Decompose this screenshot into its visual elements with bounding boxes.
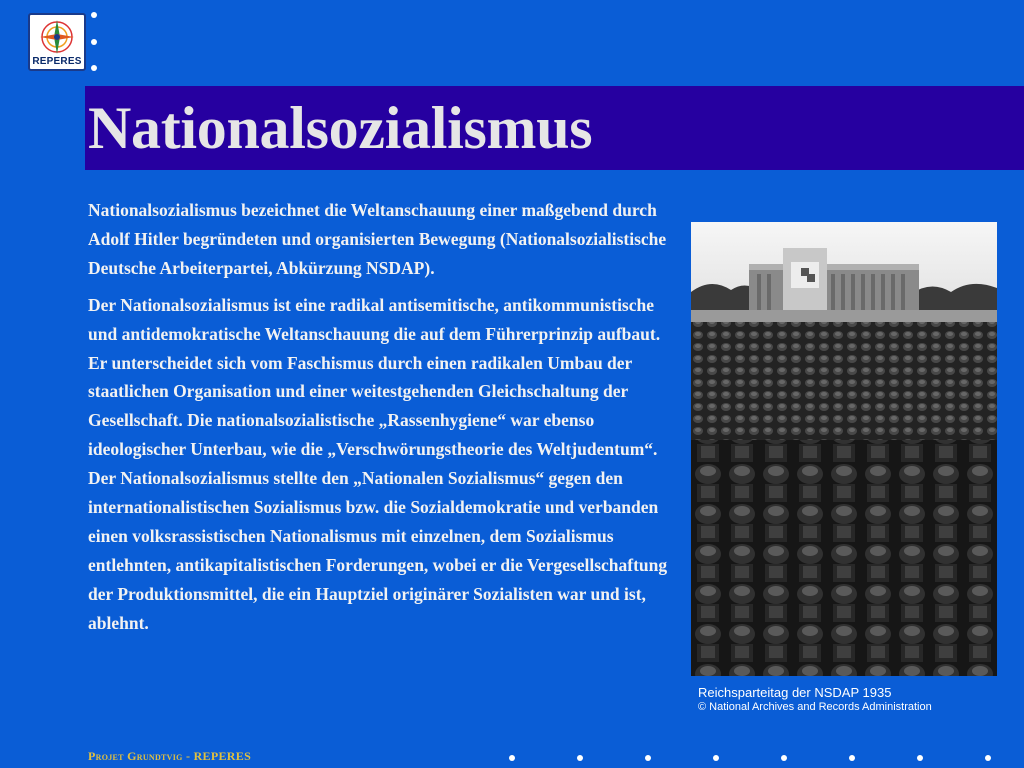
compass-icon (38, 18, 76, 56)
decorative-dot (509, 755, 515, 761)
paragraph-ideology: Der Nationalsozialismus ist eine radikal antisemitische, antikommunistische und antidemokratische Weltanschauung die auf dem Führerprinzip aufbaut. Er unterscheidet sich vom Faschismus durch einen radikalen Umbau der staatlichen Organisation und einer weitestgehenden Gleichschaltung der Gesellschaft. Die nationalsozialistische „Rassenhygiene“ war ebenso ideologischer Unterbau, wie die „Verschwörungstheorie des Weltjudentum“. (88, 294, 661, 460)
decorative-dot (713, 755, 719, 761)
decorative-dot (917, 755, 923, 761)
decorative-dot (91, 39, 97, 45)
reperes-logo (28, 13, 86, 71)
footer-credit: Projet Grundtvig - REPERES (88, 749, 252, 763)
caption-copyright: © National Archives and Records Administration (698, 701, 932, 713)
decorative-dot (91, 12, 97, 18)
decorative-dot (781, 755, 787, 761)
decorative-dot (849, 755, 855, 761)
decorative-dot (645, 755, 651, 761)
decorative-dot (577, 755, 583, 761)
body-text (88, 196, 673, 638)
caption-title: Reichsparteitag der NSDAP 1935 (698, 685, 892, 700)
decorative-dot (91, 65, 97, 71)
reichsparteitag-photo (691, 222, 997, 676)
photo-caption (698, 685, 932, 714)
paragraph-definition: Nationalsozialismus bezeichnet die Weltanschauung einer maßgebend durch Adolf Hitler begründeten und organisierten Bewegung (Nationalsozialistische Deutsche Arbeiterpartei, Abkürzung NSDAP). (88, 200, 667, 278)
slide-title: Nationalsozialismus (88, 95, 593, 161)
decorative-dot (985, 755, 991, 761)
logo-label: REPERES (32, 56, 82, 67)
paragraph-socialism: Der Nationalsozialismus stellte den „Nationalen Sozialismus“ gegen den internationalistischen Sozialismus bzw. die Sozialdemokratie und verbanden einen volksrassistischen Nationalismus mit einzelnen, dem Sozialismus entlehnten, antikapitalistischen Forderungen, wobei er die Vergesellschaftung der Produktionsmittel, die ein Hauptziel originärer Sozialisten war und ist, ablehnt. (88, 468, 668, 633)
